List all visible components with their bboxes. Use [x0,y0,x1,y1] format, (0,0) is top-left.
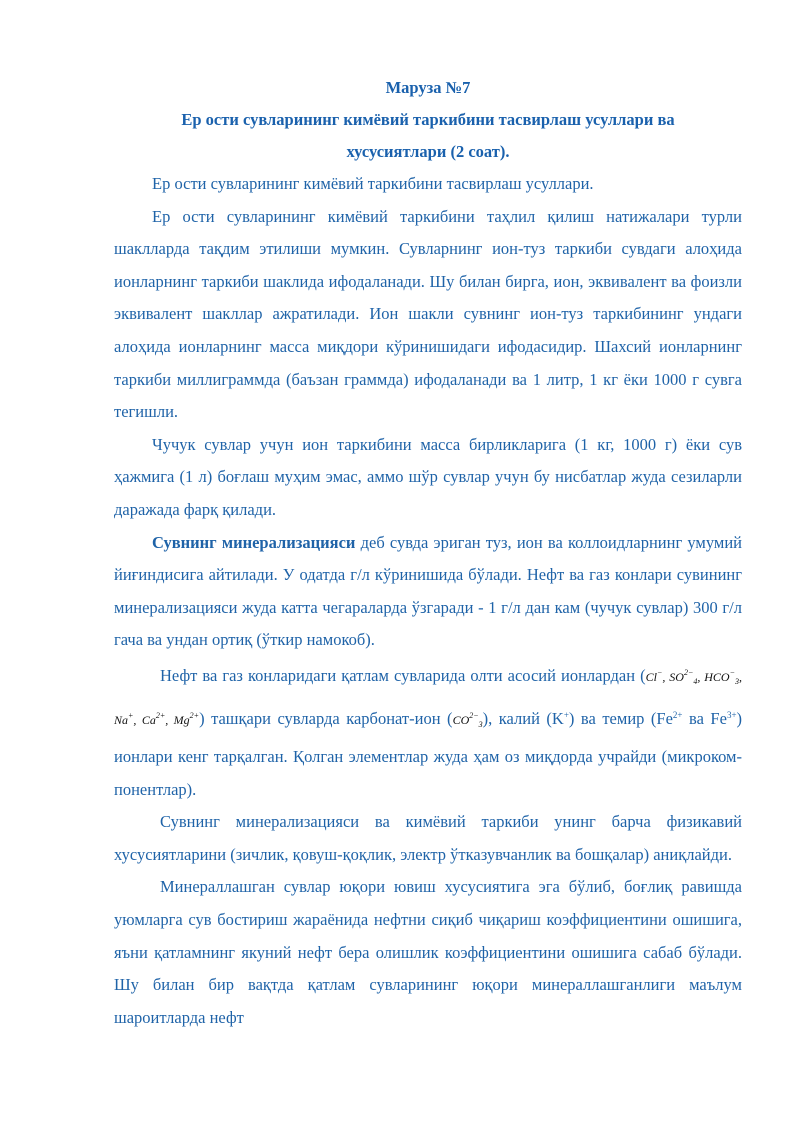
paragraph-5-text-e: ва Fe [682,708,727,728]
paragraph-1: Ер ости сувларининг кимёвий таркибини тасвирлаш усуллари. [152,174,594,193]
paragraph-7: Минераллашган сувлар юқори ювиш хусусиятига эга бўлиб, боғлиқ равишда уюмларга сув бостириш жараёнида нефтни сиқиб чиқариш коэффициентини ошишига, яъни қатламнинг якуний нефт бера олишлик коэффициентини ошишига сабаб бўлади. Шу билан бир вақтда қатлам сувларининг юқори минераллашганлиги маълум шароитларда нефт [114,877,742,1027]
paragraph-4 [114,527,742,657]
lecture-title-line-2: хусусиятлари (2 соат). [346,142,510,161]
paragraph-3: Чучук сувлар учун ион таркибини масса бирликларига (1 кг, 1000 г) ёки сув ҳажмига (1 л) боғлаш муҳим эмас, аммо шўр сувлар учун бу нисбатлар жуда сезиларли даражада фарқ қилади. [114,434,742,519]
paragraph-2: Ер ости сувларининг кимёвий таркибини таҳлил қилиш натижалари турли шаклларда тақдим этилиши мумкин. Сувларнинг ион-туз таркиби сувдаги алоҳида ионларнинг таркиби шаклида ифодаланади. Шу билан бирга, ион, эквивалент ва фоизли эквивалент шакллар ажратилади. Ион шакли сувнинг ион-туз таркибининг ундаги алоҳида ионларнинг масса миқдори кўринишидаги ифодасидир. Шахсий ионларнинг таркиби миллиграммда (баъзан граммда) ифодаланади ва 1 литр, 1 кг ёки 1000 г сувга тегишли. [114,206,742,422]
paragraph-5-text-d: ) ва темир (Fe [568,708,673,728]
potassium-charge: + [563,709,569,720]
paragraph-5-text-f: ) ионлари кенг тарқалган. Қолган элементлар жуда ҳам оз миқдорда учрайди (микроком-понентлар). [114,708,743,799]
iron-3-charge: 3+ [726,709,737,720]
paragraph-5 [114,657,742,806]
paragraph-5-text-c: ), калий (K [482,708,564,728]
lecture-number: Маруза №7 [385,78,471,97]
paragraph-5-text-b: ) ташқари сувларда карбонат-ион ( [199,708,453,728]
document-body [114,72,742,1034]
main-ions-formula: Cl−, $SO^{2-}_4$, $HCO^-_3$, Na+, $Ca^{2+}$, $Mg^{2+}$ [114,667,743,727]
term-mineralization: Сувнинг минерализацияси [152,532,356,552]
paragraph-5-text-a: Нефт ва газ конларидаги қатлам сувларида олти асосий ионлардан ( [160,665,646,685]
paragraph-4-text: деб сувда эриган туз, ион ва коллоидларнинг умумий йиғиндисига айтилади. У одатда г/л кўринишида бўлади. Нефт ва газ конлари сувининг минерализацияси жуда катта чегараларда ўзгаради - 1 г/л дан кам (чучук сувлар) 300 г/л гача ва ундан ортиқ (ўткир намокоб). [114,532,742,650]
carbonate-ion-formula: $CO^{2-}_3$ [452,710,483,729]
iron-2-charge: 2+ [672,709,683,720]
paragraph-6: Сувнинг минерализацияси ва кимёвий таркиби унинг барча физикавий хусусиятларини (зичлик, қовуш-қоқлик, электр ўтказувчанлик ва бошқалар) аниқлайди. [114,812,742,864]
lecture-title-line-1: Ер ости сувларининг кимёвий таркибини тасвирлаш усуллари ва [181,110,675,129]
